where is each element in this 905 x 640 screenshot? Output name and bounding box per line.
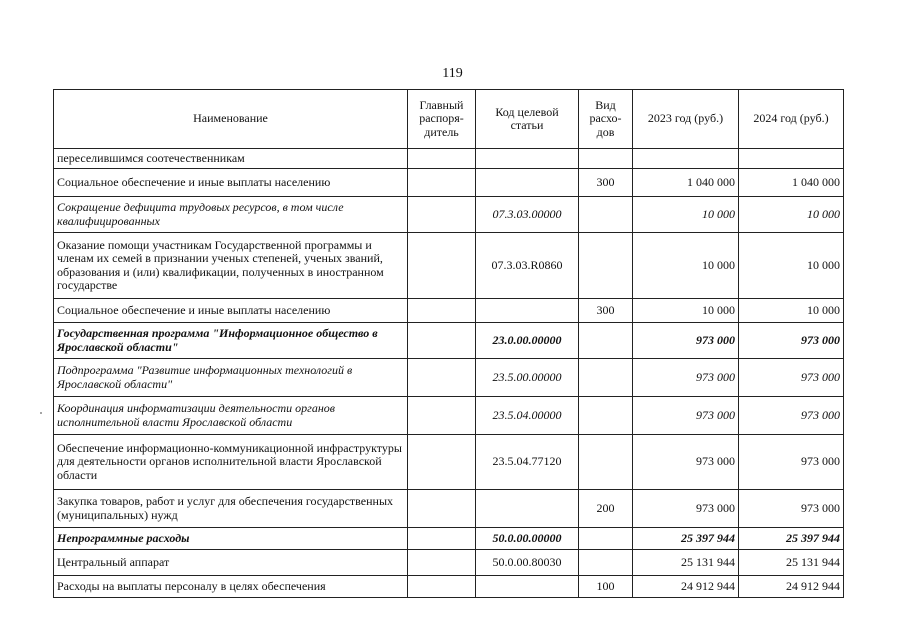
table-row <box>54 435 844 490</box>
cell-code: 23.0.00.00000 <box>476 323 579 359</box>
cell-name: Сокращение дефицита трудовых ресурсов, в том числе квалифицированных <box>54 197 408 233</box>
cell-manager <box>408 435 476 490</box>
header-code: Код целевой статьи <box>476 90 579 149</box>
cell-y2024: 10 000 <box>739 299 844 323</box>
cell-y2023: 1 040 000 <box>633 169 739 197</box>
cell-y2023: 973 000 <box>633 490 739 528</box>
cell-y2024: 25 131 944 <box>739 550 844 576</box>
cell-manager <box>408 233 476 299</box>
table-row <box>54 528 844 550</box>
cell-vid <box>579 197 633 233</box>
cell-y2024: 10 000 <box>739 233 844 299</box>
cell-y2023: 10 000 <box>633 233 739 299</box>
cell-vid: 100 <box>579 576 633 598</box>
table-row <box>54 490 844 528</box>
cell-vid <box>579 359 633 397</box>
cell-y2024: 973 000 <box>739 490 844 528</box>
cell-name: Центральный аппарат <box>54 550 408 576</box>
cell-y2024: 24 912 944 <box>739 576 844 598</box>
cell-name: Государственная программа "Информационное общество в Ярославской области" <box>54 323 408 359</box>
cell-vid <box>579 528 633 550</box>
cell-code <box>476 149 579 169</box>
table-row <box>54 299 844 323</box>
cell-code: 23.5.00.00000 <box>476 359 579 397</box>
cell-vid <box>579 435 633 490</box>
table-row <box>54 576 844 598</box>
cell-vid: 300 <box>579 299 633 323</box>
table-row <box>54 359 844 397</box>
cell-y2023: 10 000 <box>633 299 739 323</box>
cell-code <box>476 299 579 323</box>
cell-manager <box>408 528 476 550</box>
cell-code <box>476 169 579 197</box>
page-number: 119 <box>442 66 463 81</box>
cell-y2023: 25 131 944 <box>633 550 739 576</box>
cell-vid <box>579 397 633 435</box>
cell-name: Расходы на выплаты персоналу в целях обеспечения <box>54 576 408 598</box>
cell-y2024: 973 000 <box>739 359 844 397</box>
cell-code: 50.0.00.00000 <box>476 528 579 550</box>
cell-y2023: 25 397 944 <box>633 528 739 550</box>
budget-table <box>53 89 844 598</box>
cell-code: 23.5.04.77120 <box>476 435 579 490</box>
cell-manager <box>408 359 476 397</box>
table-row <box>54 149 844 169</box>
table-row <box>54 397 844 435</box>
cell-y2024 <box>739 149 844 169</box>
cell-name: Социальное обеспечение и иные выплаты населению <box>54 299 408 323</box>
cell-y2023: 973 000 <box>633 323 739 359</box>
header-manager: Главный распоря-дитель <box>408 90 476 149</box>
cell-y2023: 973 000 <box>633 397 739 435</box>
table-row <box>54 169 844 197</box>
table-row <box>54 197 844 233</box>
table-row <box>54 550 844 576</box>
header-vid: Вид расхо-дов <box>579 90 633 149</box>
header-name: Наименование <box>54 90 408 149</box>
table-body <box>54 149 844 598</box>
table-row <box>54 323 844 359</box>
cell-name: Оказание помощи участникам Государственной программы и членам их семей в признании ученых степеней, ученых званий, образования и (или) квалификации, полученных в иностранном государстве <box>54 233 408 299</box>
cell-name: переселившимся соотечественникам <box>54 149 408 169</box>
cell-y2024: 25 397 944 <box>739 528 844 550</box>
cell-manager <box>408 550 476 576</box>
cell-y2023: 10 000 <box>633 197 739 233</box>
cell-y2024: 973 000 <box>739 323 844 359</box>
cell-code: 07.3.03.00000 <box>476 197 579 233</box>
cell-manager <box>408 299 476 323</box>
cell-name: Обеспечение информационно-коммуникационной инфраструктуры для деятельности органов исполнительной власти Ярославской области <box>54 435 408 490</box>
cell-vid <box>579 323 633 359</box>
cell-y2024: 973 000 <box>739 435 844 490</box>
header-row <box>54 90 844 149</box>
cell-y2024: 973 000 <box>739 397 844 435</box>
cell-code <box>476 490 579 528</box>
cell-code <box>476 576 579 598</box>
cell-manager <box>408 169 476 197</box>
cell-y2023: 24 912 944 <box>633 576 739 598</box>
cell-code: 50.0.00.80030 <box>476 550 579 576</box>
cell-manager <box>408 576 476 598</box>
header-2024: 2024 год (руб.) <box>739 90 844 149</box>
cell-vid <box>579 233 633 299</box>
cell-vid <box>579 149 633 169</box>
cell-y2023 <box>633 149 739 169</box>
cell-name: Подпрограмма "Развитие информационных технологий в Ярославской области" <box>54 359 408 397</box>
cell-name: Закупка товаров, работ и услуг для обеспечения государственных (муниципальных) нужд <box>54 490 408 528</box>
cell-manager <box>408 197 476 233</box>
cell-y2024: 10 000 <box>739 197 844 233</box>
cell-name: Непрограммные расходы <box>54 528 408 550</box>
scan-artifact <box>40 412 42 414</box>
table-row <box>54 233 844 299</box>
cell-y2024: 1 040 000 <box>739 169 844 197</box>
cell-y2023: 973 000 <box>633 435 739 490</box>
cell-manager <box>408 149 476 169</box>
cell-code: 07.3.03.R0860 <box>476 233 579 299</box>
header-2023: 2023 год (руб.) <box>633 90 739 149</box>
cell-manager <box>408 397 476 435</box>
cell-name: Социальное обеспечение и иные выплаты населению <box>54 169 408 197</box>
cell-manager <box>408 323 476 359</box>
cell-manager <box>408 490 476 528</box>
cell-code: 23.5.04.00000 <box>476 397 579 435</box>
cell-name: Координация информатизации деятельности органов исполнительной власти Ярославской области <box>54 397 408 435</box>
cell-vid: 300 <box>579 169 633 197</box>
cell-vid: 200 <box>579 490 633 528</box>
cell-y2023: 973 000 <box>633 359 739 397</box>
cell-vid <box>579 550 633 576</box>
